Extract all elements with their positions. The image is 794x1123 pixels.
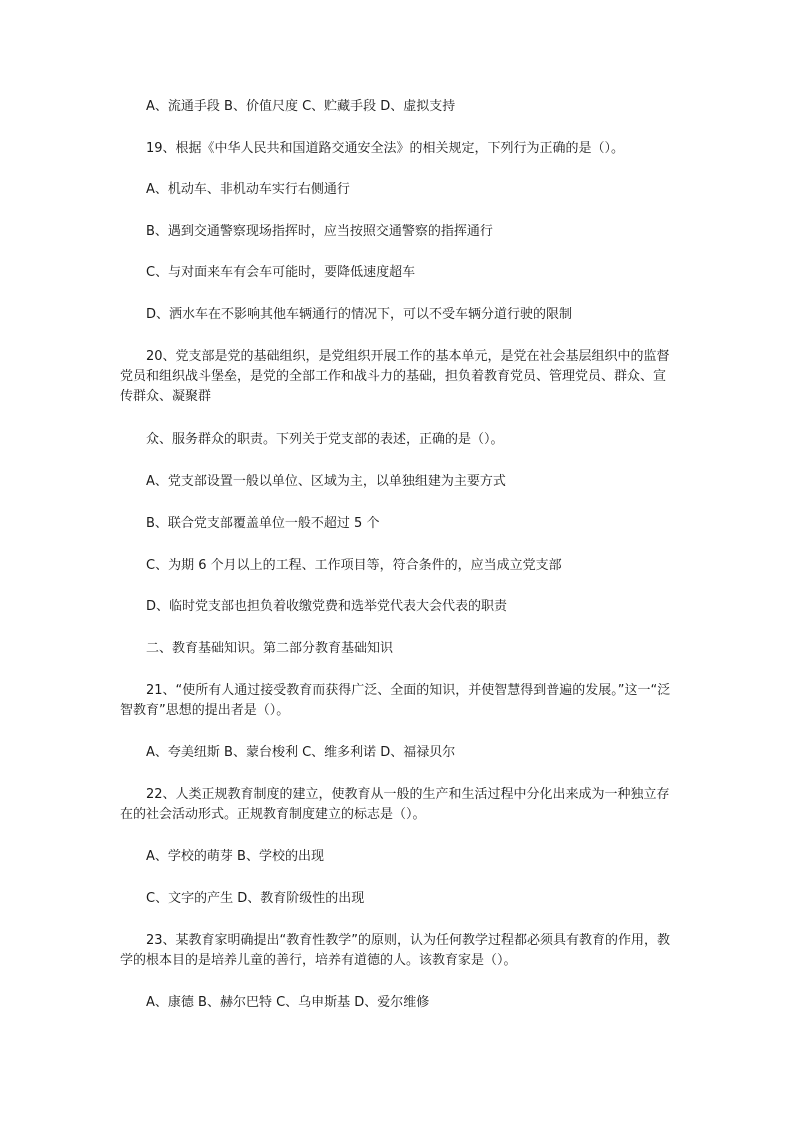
q20-option-d: D、临时党支部也担负着收缴党费和选举党代表大会代表的职责 <box>146 599 508 614</box>
question-20-continued: 众、服务群众的职责。下列关于党支部的表述，正确的是（）。 <box>146 432 504 447</box>
q23-options: A、康德 B、赫尔巴特 C、乌申斯基 D、爱尔维修 <box>146 995 430 1010</box>
question-19: 19、根据《中华人民共和国道路交通安全法》的相关规定，下列行为正确的是（）。 <box>146 141 625 156</box>
q19-option-a: A、机动车、非机动车实行右侧通行 <box>146 182 350 197</box>
question-21: 21、“使所有人通过接受教育而获得广泛、全面的知识，并使智慧得到普遍的发展。”这一“泛智教育”思想的提出者是（）。 <box>120 683 671 718</box>
q20-option-a: A、党支部设置一般以单位、区域为主，以单独组建为主要方式 <box>146 474 506 489</box>
q19-option-c: C、与对面来车有会车可能时，要降低速度超车 <box>146 265 416 280</box>
q19-option-d: D、洒水车在不影响其他车辆通行的情况下，可以不受车辆分道行驶的限制 <box>146 307 573 322</box>
question-22: 22、人类正规教育制度的建立，使教育从一般的生产和生活过程中分化出来成为一种独立存在的社会活动形式。正规教育制度建立的标志是（）。 <box>120 787 670 822</box>
question-20: 20、党支部是党的基础组织，是党组织开展工作的基本单元，是党在社会基层组织中的监督党员和组织战斗堡垒，是党的全部工作和战斗力的基础，担负着教育党员、管理党员、群众、宣传群众、凝聚群 <box>120 349 670 404</box>
q22-options-ab: A、学校的萌芽 B、学校的出现 <box>146 849 324 864</box>
q18-options: A、流通手段 B、价值尺度 C、贮藏手段 D、虚拟支持 <box>146 99 456 114</box>
question-23: 23、某教育家明确提出“教育性教学”的原则，认为任何教学过程都必须具有教育的作用，教学的根本目的是培养儿童的善行，培养有道德的人。该教育家是（）。 <box>120 933 671 968</box>
q20-option-b: B、联合党支部覆盖单位一般不超过 5 个 <box>146 516 380 531</box>
q22-options-cd: C、文字的产生 D、教育阶级性的出现 <box>146 891 365 906</box>
q19-option-b: B、遇到交通警察现场指挥时，应当按照交通警察的指挥通行 <box>146 224 493 239</box>
q20-option-c: C、为期 6 个月以上的工程、工作项目等，符合条件的，应当成立党支部 <box>146 558 562 573</box>
q21-options: A、夸美纽斯 B、蒙台梭利 C、维多利诺 D、福禄贝尔 <box>146 745 456 760</box>
section-heading: 二、教育基础知识。第二部分教育基础知识 <box>146 641 394 656</box>
